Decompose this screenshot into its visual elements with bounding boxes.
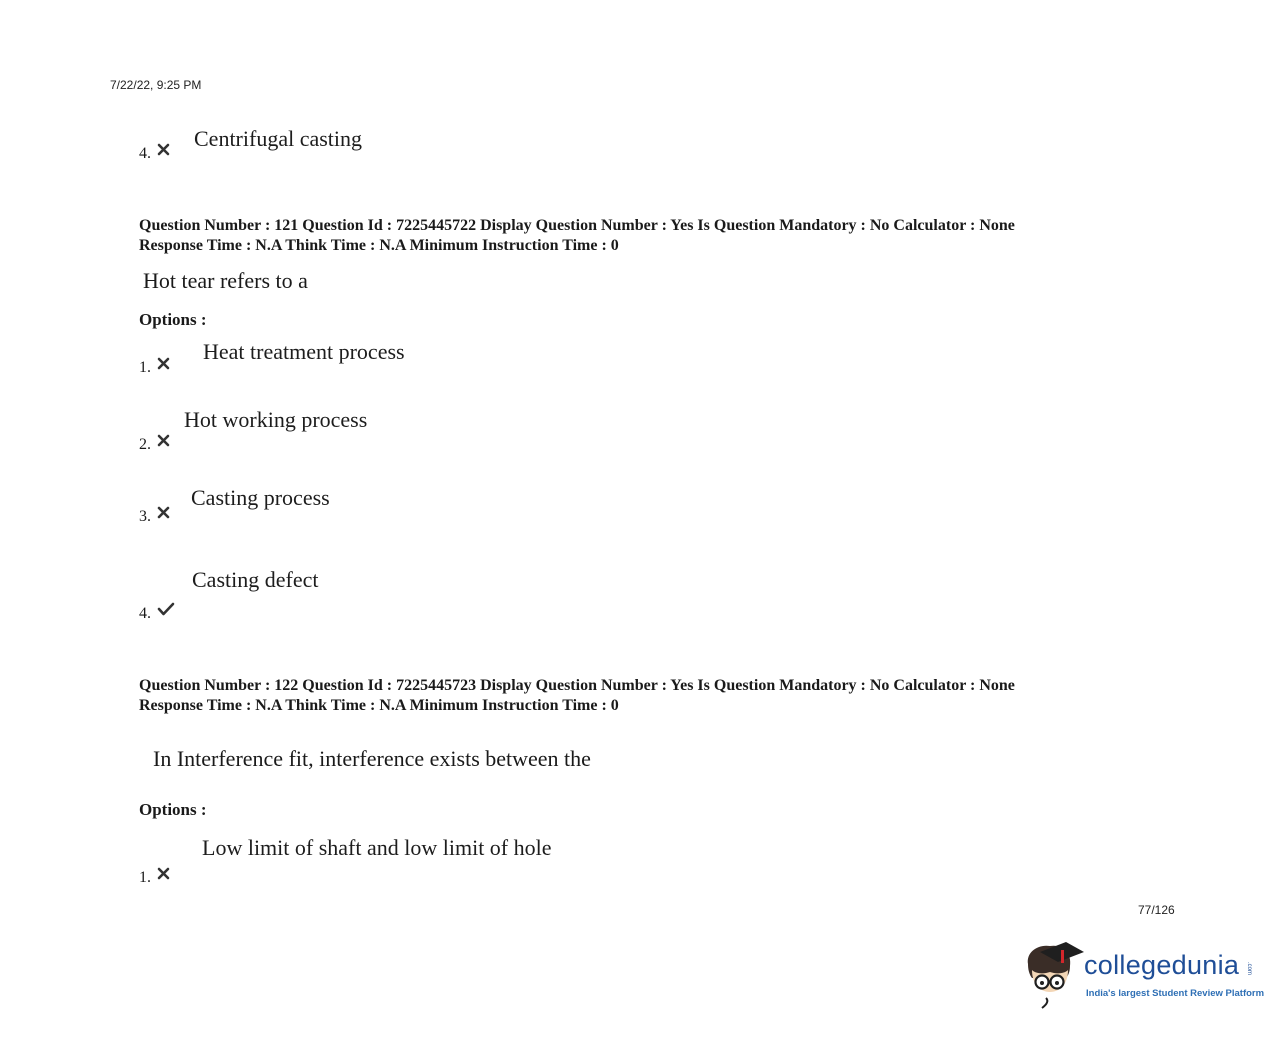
collegedunia-logo[interactable] bbox=[1022, 938, 1265, 1012]
option-text: Casting process bbox=[191, 485, 330, 510]
brand-suffix: .com bbox=[1246, 962, 1252, 976]
cross-icon bbox=[157, 505, 171, 519]
check-icon bbox=[157, 602, 175, 616]
options-label: Options : bbox=[139, 800, 207, 819]
option-number: 3. bbox=[139, 505, 171, 526]
print-timestamp: 7/22/22, 9:25 PM bbox=[110, 78, 202, 92]
option-number: 4. bbox=[139, 602, 175, 623]
option-text: Low limit of shaft and low limit of hole bbox=[202, 835, 552, 860]
question-meta-line: Question Number : 121 Question Id : 7225445722 Display Question Number : Yes Is Question Mandatory : No Calculator : None bbox=[139, 217, 1015, 234]
question-meta bbox=[139, 216, 1015, 256]
cross-icon bbox=[157, 142, 171, 156]
cross-icon bbox=[157, 866, 171, 880]
option-text: Centrifugal casting bbox=[194, 126, 363, 151]
options-label: Options : bbox=[139, 310, 207, 329]
option-text: Heat treatment process bbox=[203, 339, 405, 364]
question-meta-line: Question Number : 122 Question Id : 7225445723 Display Question Number : Yes Is Question Mandatory : No Calculator : None bbox=[139, 677, 1015, 694]
option-number: 1. bbox=[139, 866, 171, 887]
cross-icon bbox=[157, 433, 171, 447]
question-meta-line: Response Time : N.A Think Time : N.A Minimum Instruction Time : 0 bbox=[139, 697, 619, 714]
brand-tagline: India's largest Student Review Platform bbox=[1086, 988, 1265, 999]
option-number: 1. bbox=[139, 356, 171, 377]
question-meta bbox=[139, 676, 1015, 716]
question-meta-line: Response Time : N.A Think Time : N.A Minimum Instruction Time : 0 bbox=[139, 237, 619, 254]
page-number: 77/126 bbox=[1138, 903, 1175, 917]
option-number: 2. bbox=[139, 433, 171, 454]
question-text: In Interference fit, interference exists between the bbox=[153, 746, 591, 771]
brand-name: collegedunia bbox=[1084, 950, 1240, 980]
option-number: 4. bbox=[139, 142, 171, 163]
question-text: Hot tear refers to a bbox=[143, 268, 308, 293]
option-text: Hot working process bbox=[184, 407, 368, 432]
mascot-graduation-cap-icon bbox=[1022, 938, 1086, 1012]
option-text: Casting defect bbox=[192, 567, 319, 592]
cross-icon bbox=[157, 356, 171, 370]
